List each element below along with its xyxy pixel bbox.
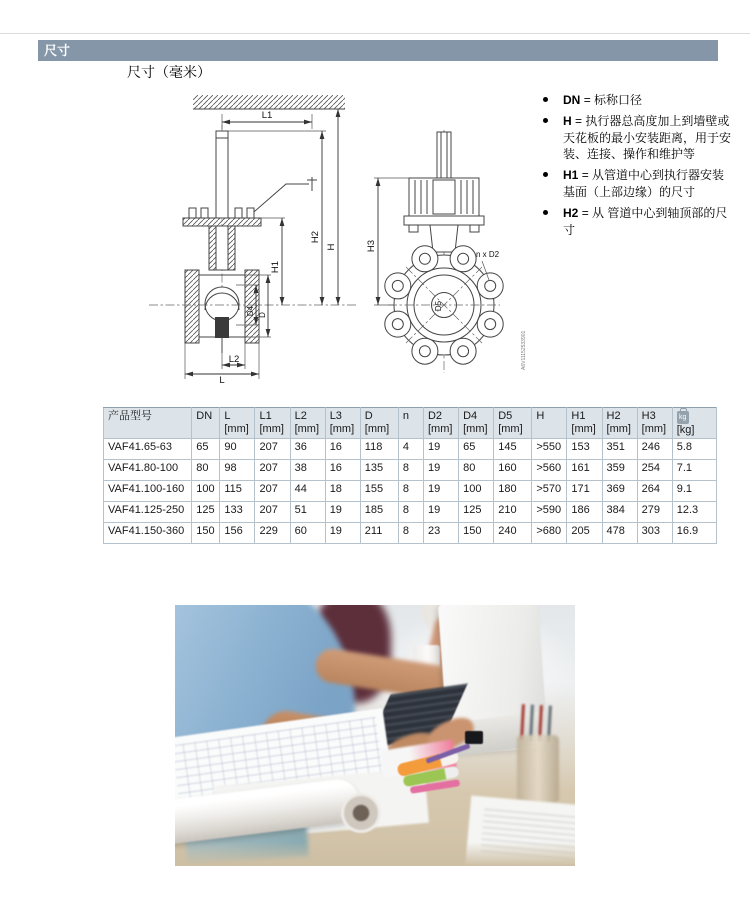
- dim-label-D4: D4: [246, 305, 255, 317]
- value-cell: 125: [192, 502, 220, 523]
- value-cell: 4: [398, 439, 423, 460]
- value-cell: 171: [567, 481, 602, 502]
- note-term: H: [563, 113, 572, 128]
- table-row: [104, 481, 717, 502]
- product-model-cell: VAF41.100-160: [104, 481, 192, 502]
- value-cell: 8: [398, 481, 423, 502]
- col-header-L: L [mm]: [220, 408, 255, 439]
- value-cell: 186: [567, 502, 602, 523]
- value-cell: 18: [325, 481, 360, 502]
- note-text: = 从管道中心到执行器安装基面（上部边缘）的尺寸: [563, 168, 725, 199]
- dim-label-H1: H1: [270, 260, 281, 274]
- dim-label-H: H: [326, 243, 337, 251]
- note-h: [540, 113, 736, 163]
- office-photo: [175, 605, 575, 866]
- col-header-L3: L3 [mm]: [325, 408, 360, 439]
- photo-desk-edge: [175, 842, 575, 866]
- value-cell: 351: [602, 439, 637, 460]
- value-cell: 207: [255, 481, 290, 502]
- value-cell: 8: [398, 502, 423, 523]
- section-title: 尺寸: [44, 43, 71, 58]
- col-header-H3: H3 [mm]: [637, 408, 672, 439]
- value-cell: 23: [423, 523, 458, 544]
- value-cell: 5.8: [672, 439, 716, 460]
- table-row: [104, 523, 717, 544]
- photo-binder-clip: [465, 731, 483, 744]
- product-model-cell: VAF41.125-250: [104, 502, 192, 523]
- value-cell: 145: [494, 439, 532, 460]
- value-cell: 384: [602, 502, 637, 523]
- col-header-weight: kg [kg]: [672, 408, 716, 439]
- value-cell: 36: [290, 439, 325, 460]
- value-cell: 9.1: [672, 481, 716, 502]
- value-cell: 19: [423, 502, 458, 523]
- dimensions-subtitle: 尺寸（毫米）: [127, 66, 211, 81]
- ceiling-hatch: [193, 95, 345, 109]
- value-cell: 369: [602, 481, 637, 502]
- col-header-D5: D5 [mm]: [494, 408, 532, 439]
- dim-label-H2: H2: [310, 230, 321, 244]
- table-row: [104, 460, 717, 481]
- value-cell: 133: [220, 502, 255, 523]
- top-divider: [0, 33, 750, 34]
- value-cell: 478: [602, 523, 637, 544]
- table-body: [104, 439, 717, 544]
- note-text: = 标称口径: [583, 93, 643, 107]
- value-cell: 44: [290, 481, 325, 502]
- value-cell: 155: [360, 481, 398, 502]
- note-term: H1: [563, 168, 579, 183]
- value-cell: 229: [255, 523, 290, 544]
- value-cell: 254: [637, 460, 672, 481]
- value-cell: 125: [459, 502, 494, 523]
- weight-kg-icon: kg: [677, 411, 689, 424]
- product-model-cell: VAF41.65-63: [104, 439, 192, 460]
- note-term: DN: [563, 93, 581, 107]
- value-cell: 160: [494, 460, 532, 481]
- col-header-产品型号: 产品型号: [104, 408, 192, 439]
- value-cell: 19: [325, 523, 360, 544]
- bullet-icon: [543, 97, 548, 102]
- value-cell: 135: [360, 460, 398, 481]
- note-dn: [540, 92, 736, 109]
- dim-label-D5: D5: [434, 300, 443, 312]
- table-header-row: [104, 408, 717, 439]
- value-cell: 205: [567, 523, 602, 544]
- value-cell: 180: [494, 481, 532, 502]
- table-head: [104, 408, 717, 439]
- dim-label-H3: H3: [366, 239, 377, 253]
- value-cell: >680: [532, 523, 567, 544]
- value-cell: 80: [192, 460, 220, 481]
- value-cell: 16.9: [672, 523, 716, 544]
- table-row: [104, 502, 717, 523]
- value-cell: 359: [602, 460, 637, 481]
- value-cell: 51: [290, 502, 325, 523]
- col-header-H2: H2 [mm]: [602, 408, 637, 439]
- value-cell: 115: [220, 481, 255, 502]
- dimension-notes: [540, 92, 736, 242]
- value-cell: 16: [325, 439, 360, 460]
- col-header-n: n: [398, 408, 423, 439]
- value-cell: 8: [398, 523, 423, 544]
- note-h1: [540, 167, 736, 201]
- col-header-L2: L2 [mm]: [290, 408, 325, 439]
- value-cell: 246: [637, 439, 672, 460]
- value-cell: 8: [398, 460, 423, 481]
- note-h2: [540, 205, 736, 239]
- value-cell: 12.3: [672, 502, 716, 523]
- note-text: = 从 管道中心到轴顶部的尺寸: [563, 205, 728, 237]
- value-cell: 185: [360, 502, 398, 523]
- bullet-icon: [543, 172, 548, 177]
- note-text: = 执行器总高度加上到墙壁或天花板的最小安装距离，用于安装、连接、操作和维护等: [563, 113, 732, 162]
- value-cell: 211: [360, 523, 398, 544]
- value-cell: 98: [220, 460, 255, 481]
- col-header-H: H: [532, 408, 567, 439]
- value-cell: 90: [220, 439, 255, 460]
- value-cell: 207: [255, 439, 290, 460]
- table-row: [104, 439, 717, 460]
- value-cell: 303: [637, 523, 672, 544]
- drawing-doc-id: A6V11152533901: [521, 330, 527, 370]
- value-cell: 38: [290, 460, 325, 481]
- value-cell: 150: [459, 523, 494, 544]
- note-term: H2: [563, 205, 579, 220]
- value-cell: 207: [255, 502, 290, 523]
- value-cell: 100: [459, 481, 494, 502]
- col-header-D: D [mm]: [360, 408, 398, 439]
- product-model-cell: VAF41.80-100: [104, 460, 192, 481]
- col-header-DN: DN: [192, 408, 220, 439]
- value-cell: 65: [192, 439, 220, 460]
- value-cell: 19: [423, 481, 458, 502]
- value-cell: 60: [290, 523, 325, 544]
- value-cell: 16: [325, 460, 360, 481]
- value-cell: 240: [494, 523, 532, 544]
- dim-label-L1: L1: [261, 110, 273, 121]
- bullet-icon: [543, 118, 548, 123]
- bullet-icon: [543, 210, 548, 215]
- value-cell: 161: [567, 460, 602, 481]
- value-cell: >570: [532, 481, 567, 502]
- value-cell: 118: [360, 439, 398, 460]
- dim-label-L2: L2: [228, 354, 240, 365]
- col-header-D4: D4 [mm]: [459, 408, 494, 439]
- value-cell: >560: [532, 460, 567, 481]
- value-cell: 19: [423, 439, 458, 460]
- section-header-bar: [38, 40, 718, 61]
- photo-pen-cup: [517, 735, 559, 803]
- value-cell: 19: [423, 460, 458, 481]
- valve-front-view-drawing: [352, 130, 538, 388]
- dim-label-D: D: [258, 312, 267, 318]
- product-model-cell: VAF41.150-360: [104, 523, 192, 544]
- col-header-D2: D2 [mm]: [423, 408, 458, 439]
- dimensions-table: [103, 407, 717, 544]
- valve-side-view-drawing: [143, 85, 361, 383]
- value-cell: 65: [459, 439, 494, 460]
- value-cell: 156: [220, 523, 255, 544]
- dim-label-n-x-D2: n x D2: [476, 250, 500, 259]
- valve-seat: [215, 317, 229, 338]
- value-cell: 207: [255, 460, 290, 481]
- value-cell: >550: [532, 439, 567, 460]
- value-cell: 264: [637, 481, 672, 502]
- col-header-H1: H1 [mm]: [567, 408, 602, 439]
- value-cell: 210: [494, 502, 532, 523]
- value-cell: 7.1: [672, 460, 716, 481]
- value-cell: 19: [325, 502, 360, 523]
- value-cell: 153: [567, 439, 602, 460]
- dim-label-L: L: [219, 375, 225, 383]
- value-cell: 80: [459, 460, 494, 481]
- col-header-L1: L1 [mm]: [255, 408, 290, 439]
- value-cell: 150: [192, 523, 220, 544]
- value-cell: >590: [532, 502, 567, 523]
- value-cell: 279: [637, 502, 672, 523]
- value-cell: 100: [192, 481, 220, 502]
